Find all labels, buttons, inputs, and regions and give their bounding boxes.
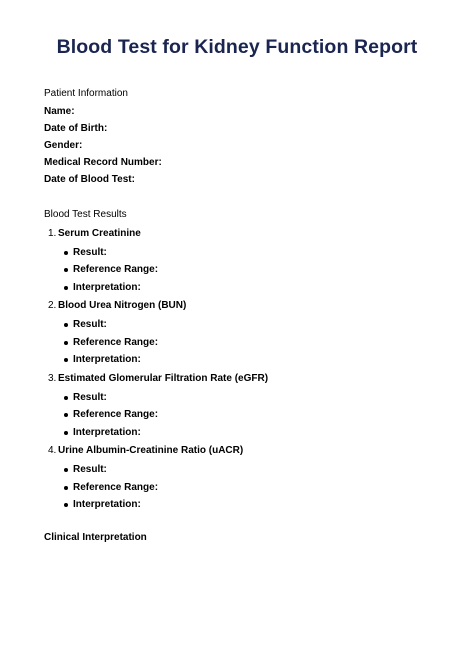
- field-gender-label: Gender:: [44, 140, 83, 151]
- sub-item-interpretation: Interpretation:: [73, 499, 141, 510]
- bullet-icon: [64, 503, 68, 507]
- sub-item-interpretation: Interpretation:: [73, 354, 141, 365]
- bullet-icon: [64, 323, 68, 327]
- bullet-icon: [64, 413, 68, 417]
- test-name-uacr: Urine Albumin-Creatinine Ratio (uACR): [58, 445, 244, 456]
- bullet-icon: [64, 251, 68, 255]
- test-name-bun: Blood Urea Nitrogen (BUN): [58, 300, 187, 311]
- bullet-icon: [64, 431, 68, 435]
- test-number: 4.: [48, 445, 57, 456]
- sub-item-reference-range: Reference Range:: [73, 264, 159, 275]
- bullet-icon: [64, 341, 68, 345]
- sub-item-reference-range: Reference Range:: [73, 409, 159, 420]
- sub-item-result: Result:: [73, 392, 107, 403]
- bullet-icon: [64, 468, 68, 472]
- sub-item-interpretation: Interpretation:: [73, 427, 141, 438]
- field-name-label: Name:: [44, 106, 75, 117]
- sub-item-reference-range: Reference Range:: [73, 337, 159, 348]
- sub-item-result: Result:: [73, 464, 107, 475]
- bullet-icon: [64, 396, 68, 400]
- patient-info-heading: Patient Information: [44, 88, 128, 99]
- test-number: 3.: [48, 373, 57, 384]
- test-name-egfr: Estimated Glomerular Filtration Rate (eGFR): [58, 373, 269, 384]
- field-dob-label: Date of Birth:: [44, 123, 108, 134]
- sub-item-result: Result:: [73, 319, 107, 330]
- field-test-date-label: Date of Blood Test:: [44, 174, 135, 185]
- bullet-icon: [64, 286, 68, 290]
- sub-item-reference-range: Reference Range:: [73, 482, 159, 493]
- bullet-icon: [64, 268, 68, 272]
- sub-item-result: Result:: [73, 247, 107, 258]
- test-number: 2.: [48, 300, 57, 311]
- bullet-icon: [64, 358, 68, 362]
- clinical-interpretation-heading: Clinical Interpretation: [44, 532, 147, 543]
- page-title: Blood Test for Kidney Function Report: [56, 36, 418, 58]
- bullet-icon: [64, 486, 68, 490]
- sub-item-interpretation: Interpretation:: [73, 282, 141, 293]
- results-heading: Blood Test Results: [44, 209, 127, 220]
- test-number: 1.: [48, 228, 57, 239]
- test-name-serum-creatinine: Serum Creatinine: [58, 228, 141, 239]
- field-mrn-label: Medical Record Number:: [44, 157, 162, 168]
